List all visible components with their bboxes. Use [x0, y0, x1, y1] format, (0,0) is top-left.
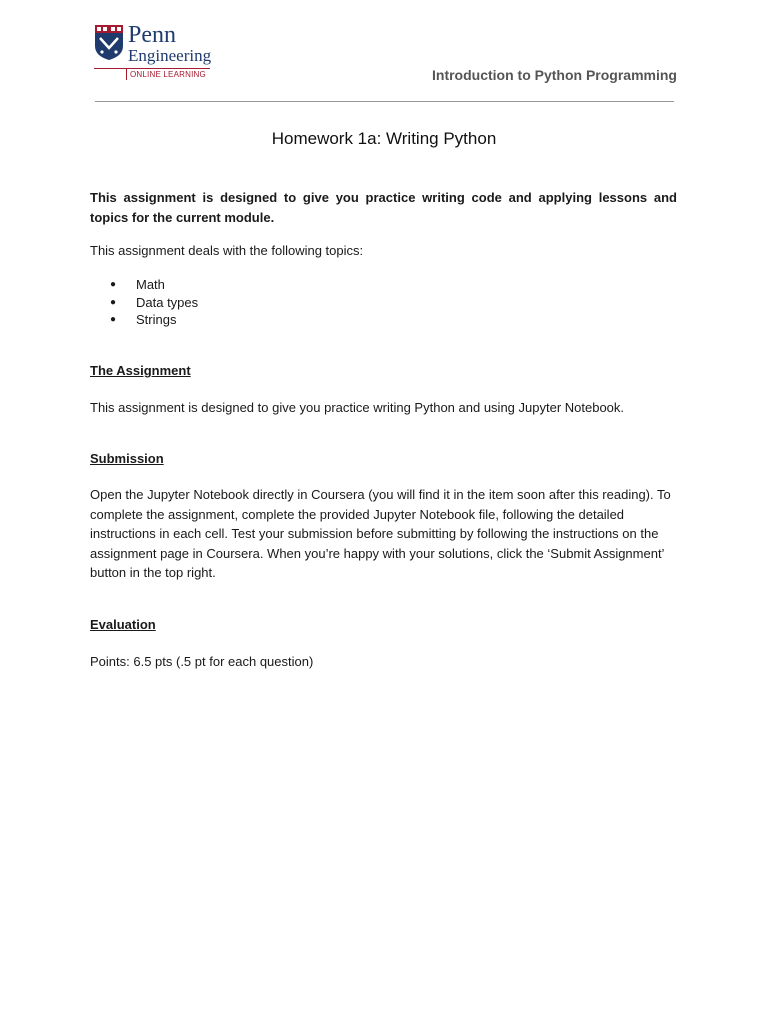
topics-list — [110, 276, 198, 329]
assignment-paragraph: This assignment is designed to give you practice writing Python and using Jupyter Notebook. — [90, 400, 625, 415]
logo-online-learning-text: ONLINE LEARNING — [130, 70, 206, 79]
list-item: ● Strings — [110, 311, 198, 329]
evaluation-heading: Evaluation — [90, 617, 156, 632]
document-title: Homework 1a: Writing Python — [271, 129, 497, 148]
logo-divider-vertical — [126, 68, 127, 80]
assignment-heading: The Assignment — [90, 363, 191, 378]
topics-intro: This assignment deals with the following topics: — [90, 243, 364, 258]
penn-engineering-logo — [94, 22, 214, 82]
logo-penn-text: Penn — [128, 22, 176, 48]
list-item: ● Data types — [110, 294, 198, 312]
course-title: Introduction to Python Programming — [432, 67, 677, 83]
submission-heading: Submission — [90, 451, 164, 466]
header-divider — [95, 101, 674, 102]
evaluation-paragraph: Points: 6.5 pts (.5 pt for each question) — [90, 654, 314, 669]
shield-icon — [94, 24, 124, 60]
submission-paragraph: Open the Jupyter Notebook directly in Coursera (you will find it in the item soon after this reading). To complete the assignment, complete the provided Jupyter Notebook file, following the detailed instructions in each cell. Test your submission before submitting by following the instructions on the assignment page in Coursera. When you’re happy with your solutions, click the ‘Submit Assignment’ button in the top right. — [90, 487, 671, 580]
intro-paragraph: This assignment is designed to give you practice writing code and applying lessons and topics for the current module. — [90, 190, 677, 225]
logo-engineering-text: Engineering — [128, 46, 212, 65]
list-item: ● Math — [110, 276, 198, 294]
